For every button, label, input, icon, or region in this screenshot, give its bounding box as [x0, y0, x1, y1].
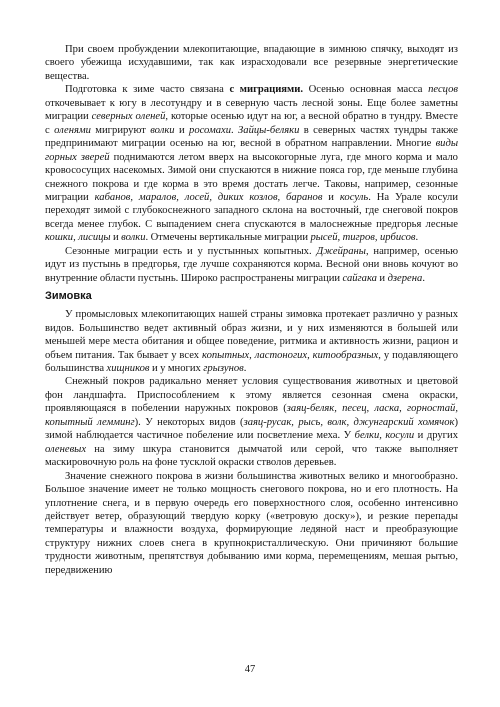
section-heading: Зимовка [45, 290, 92, 303]
paragraph-desert-migrations: Сезонные миграции есть и у пустынных копытных. Джейраны, например, осенью идут из пустынь в предгорья, где лучше сохраняются корма. Весной они вновь кочуют во внутренние области пустынь. Широко распространены миграции сайгака и дзерена. [45, 245, 458, 284]
paragraph-snow-significance: Значение снежного покрова в жизни большинства животных велико и многообразно. Большое значение имеет не только мощность снегового покрова, но и его плотность. На уплотнение снега, и в первую очередь его поверхностного слоя, особенно интенсивно действует ветер, образующий твердую корку («ветровую доску»), и резкие перепады температуры и влажности воздуха, формирующие ледяной наст и преобразующие структуру нижних слоев снега в крупнокристаллическую. Они причиняют большие трудности животным, препятствуя добыванию ими корма, перемещениям, мешая рытью, передвижению [45, 470, 458, 576]
paragraph-migrations: Подготовка к зиме часто связана с миграциями. Осенью основная масса песцов откочевывает к югу в лесотундру и в северную часть лесной зоны. Еще более заметны миграции северных оленей, которые осенью идут на юг, а весной обратно в тундру. Вместе с оленями мигрируют волки и росомахи. Зайцы-беляки в северных частях тундры также предпринимают миграции осенью на юг, весной в обратном направлении. Многие виды горных зверей поднимаются летом вверх на высокогорные луга, где много корма и мало кровососущих насекомых. Зимой они спускаются в нижние пояса гор, где меньше глубина снежного покрова и где корма в это время достать легче. Таковы, например, сезонные миграции кабанов, маралов, лосей, диких козлов, баранов и косуль. На Урале косули переходят зимой с глубокоснежного западного склона на восточный, где снеговой покров всегда менее глубок. С выпадением снега спускаются в малоснежные предгорья лесные кошки, лисицы и волки. Отмечены вертикальные миграции рысей, тигров, ирбисов. [45, 84, 458, 244]
section-wintering [45, 289, 458, 577]
section-migrations [45, 43, 458, 285]
page-number: 47 [244, 664, 256, 675]
paragraph-snow-cover-coloring: Снежный покров радикально меняет условия существования животных и цветовой фон ландшафта. Приспособлением к этому является сезонная смена окраски, проявляющаяся в побелении наружных покровов (заяц-беляк, песец, ласка, горностай, копытный лемминг). У некоторых видов (заяц-русак, рысь, волк, джунгарский хомячок) зимой наблюдается частичное побеление или посветление меха. У белки, косули и других оленевых на зиму шкура становится дымчатой или серой, что также выполняет маскировочную роль на фоне тусклой окраски стволов деревьев. [45, 376, 458, 469]
paragraph-awakening: При своем пробуждении млекопитающие, впадающие в зимнюю спячку, выходят из своего убежища исхудавшими, так как израсходовали все резервные энергетические вещества. [45, 44, 458, 82]
paragraph-wintering-intro: У промысловых млекопитающих нашей страны зимовка протекает различно у разных видов. Большинство ведет активный образ жизни, и у них изменяются в большей или меньшей мере места обитания и общее поведение, ритмика и активность жизни, рацион и объем питания. Так бывает у всех копытных, ластоногих, китообразных, у подавляющего большинства хищников и у многих грызунов. [45, 309, 458, 374]
page-text [45, 43, 458, 577]
